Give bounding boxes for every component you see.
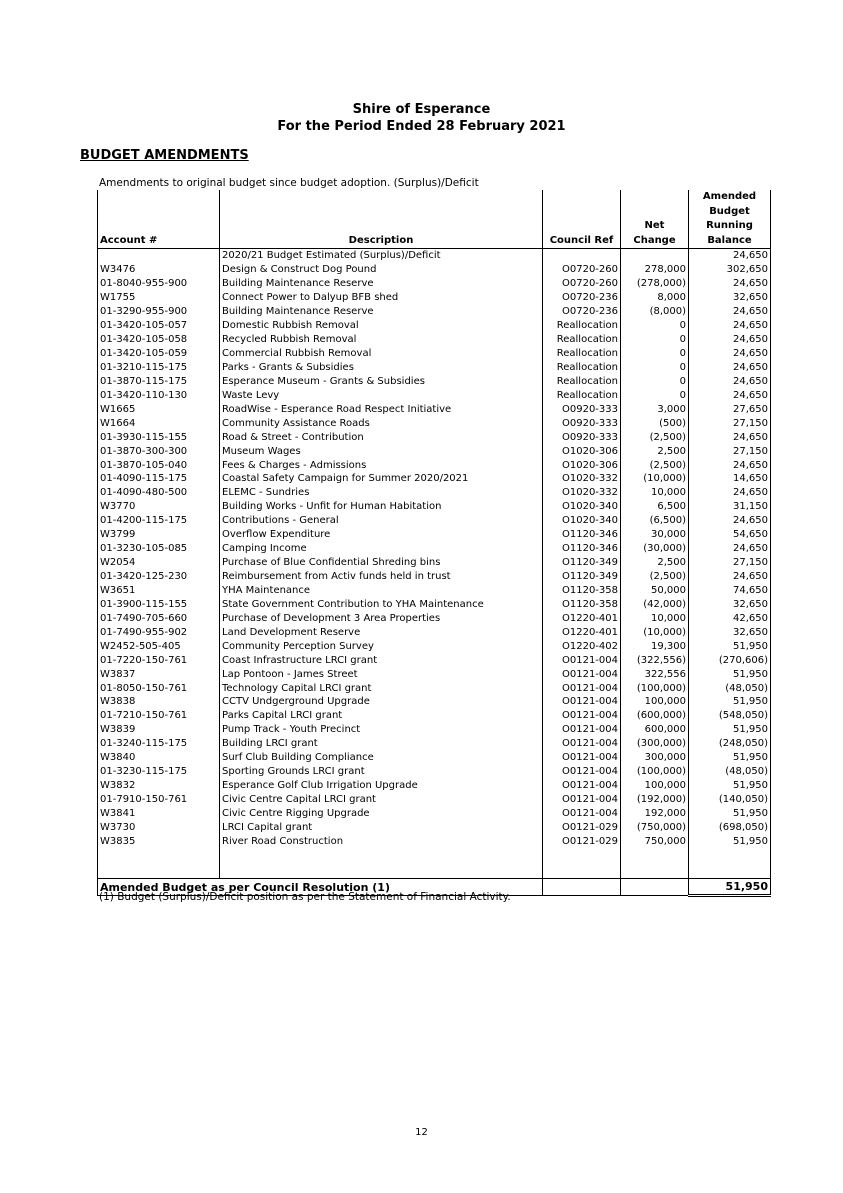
table-row [98,765,771,779]
table-row [98,611,771,625]
cell-running-balance: 24,650 [689,361,771,375]
table-row [98,625,771,639]
cell-council-ref: Reallocation [543,361,621,375]
table-row [98,737,771,751]
cell-net-change: (322,556) [621,653,689,667]
cell-description: Building LRCI grant [220,737,543,751]
cell-running-balance: 24,650 [689,514,771,528]
table-row [98,820,771,834]
cell-running-balance: 51,950 [689,779,771,793]
cell-council-ref: O0121-029 [543,820,621,834]
total-ref-cell [543,879,621,896]
table-row [98,834,771,848]
cell-account: W3837 [98,667,220,681]
cell-net-change: (2,500) [621,458,689,472]
spacer-cell [621,848,689,879]
cell-description: Community Assistance Roads [220,416,543,430]
opening-account [98,249,220,263]
cell-running-balance: 24,650 [689,319,771,333]
cell-account: 01-3870-115-175 [98,374,220,388]
table-row [98,305,771,319]
cell-council-ref: O0121-004 [543,779,621,793]
cell-account: W3835 [98,834,220,848]
cell-council-ref: O0920-333 [543,402,621,416]
cell-running-balance: 27,150 [689,416,771,430]
cell-running-balance: (248,050) [689,737,771,751]
cell-net-change: 30,000 [621,528,689,542]
cell-council-ref: O1220-401 [543,625,621,639]
cell-running-balance: 51,950 [689,834,771,848]
cell-account: 01-4200-115-175 [98,514,220,528]
cell-council-ref: O0121-004 [543,653,621,667]
table-row [98,723,771,737]
cell-net-change: (100,000) [621,765,689,779]
cell-net-change: (8,000) [621,305,689,319]
cell-net-change: 10,000 [621,486,689,500]
table-row [98,319,771,333]
cell-council-ref: Reallocation [543,333,621,347]
cell-net-change: 2,500 [621,444,689,458]
opening-balance: 24,650 [689,249,771,263]
cell-net-change: (30,000) [621,542,689,556]
cell-description: Recycled Rubbish Removal [220,333,543,347]
spacer-row [98,848,771,879]
cell-description: Land Development Reserve [220,625,543,639]
table-row [98,528,771,542]
cell-description: CCTV Undgerground Upgrade [220,695,543,709]
cell-net-change: 278,000 [621,263,689,277]
cell-council-ref: O0121-004 [543,737,621,751]
cell-running-balance: (698,050) [689,820,771,834]
cell-council-ref: O1120-358 [543,597,621,611]
cell-running-balance: (140,050) [689,793,771,807]
table-row [98,291,771,305]
table-row [98,570,771,584]
cell-net-change: 2,500 [621,556,689,570]
cell-running-balance: 32,650 [689,597,771,611]
cell-description: Community Perception Survey [220,639,543,653]
cell-council-ref: O1120-358 [543,584,621,598]
cell-account: 01-3420-125-230 [98,570,220,584]
cell-description: Building Works - Unfit for Human Habitation [220,500,543,514]
cell-running-balance: 32,650 [689,291,771,305]
cell-account: 01-3420-105-058 [98,333,220,347]
cell-running-balance: 31,150 [689,500,771,514]
total-change-cell [621,879,689,896]
cell-net-change: 300,000 [621,751,689,765]
cell-running-balance: 24,650 [689,388,771,402]
cell-council-ref: O1120-349 [543,556,621,570]
cell-net-change: 6,500 [621,500,689,514]
cell-running-balance: 51,950 [689,807,771,821]
cell-account: W3839 [98,723,220,737]
cell-description: Purchase of Development 3 Area Properties [220,611,543,625]
cell-description: Museum Wages [220,444,543,458]
table-row [98,486,771,500]
cell-council-ref: O0121-004 [543,695,621,709]
opening-row [98,249,771,263]
cell-description: Contributions - General [220,514,543,528]
cell-description: YHA Maintenance [220,584,543,598]
page-number: 12 [415,1127,428,1138]
cell-net-change: 50,000 [621,584,689,598]
cell-council-ref: O0121-004 [543,723,621,737]
table-row [98,584,771,598]
cell-running-balance: 51,950 [689,723,771,737]
cell-description: Overflow Expenditure [220,528,543,542]
cell-account: 01-3930-115-155 [98,430,220,444]
cell-account: 01-7910-150-761 [98,793,220,807]
footnote: (1) Budget (Surplus)/Deficit position as per the Statement of Financial Activity. [99,891,511,903]
cell-net-change: 10,000 [621,611,689,625]
cell-council-ref: O0121-004 [543,667,621,681]
cell-council-ref: O0720-236 [543,291,621,305]
cell-net-change: 8,000 [621,291,689,305]
opening-ref [543,249,621,263]
cell-description: Reimbursement from Activ funds held in trust [220,570,543,584]
cell-description: Esperance Golf Club Irrigation Upgrade [220,779,543,793]
table-row [98,667,771,681]
total-label: Amended Budget as per Council Resolution (1) [98,879,543,896]
table-row [98,416,771,430]
cell-council-ref: O1220-401 [543,611,621,625]
cell-council-ref: O0720-260 [543,263,621,277]
cell-account: 01-3230-105-085 [98,542,220,556]
cell-description: Fees & Charges - Admissions [220,458,543,472]
cell-account: 01-4090-115-175 [98,472,220,486]
cell-council-ref: Reallocation [543,374,621,388]
cell-description: Building Maintenance Reserve [220,277,543,291]
column-header-net-change: Net Change [621,190,689,249]
table-row [98,374,771,388]
cell-description: ELEMC - Sundries [220,486,543,500]
cell-council-ref: O0920-333 [543,416,621,430]
cell-council-ref: O1020-332 [543,486,621,500]
cell-net-change: 0 [621,333,689,347]
cell-council-ref: Reallocation [543,319,621,333]
cell-net-change: (10,000) [621,625,689,639]
table-row [98,430,771,444]
cell-net-change: (42,000) [621,597,689,611]
cell-description: Design & Construct Dog Pound [220,263,543,277]
cell-net-change: 322,556 [621,667,689,681]
cell-account: 01-7220-150-761 [98,653,220,667]
table-row [98,444,771,458]
cell-running-balance: 24,650 [689,277,771,291]
cell-account: W3799 [98,528,220,542]
cell-net-change: 0 [621,374,689,388]
cell-running-balance: 24,650 [689,486,771,500]
budget-amendments-table [97,190,771,897]
cell-account: W3476 [98,263,220,277]
cell-account: 01-3420-105-057 [98,319,220,333]
cell-description: RoadWise - Esperance Road Respect Initiative [220,402,543,416]
cell-description: Pump Track - Youth Precinct [220,723,543,737]
cell-account: 01-3290-955-900 [98,305,220,319]
cell-running-balance: 14,650 [689,472,771,486]
cell-account: 01-7490-705-660 [98,611,220,625]
cell-net-change: (10,000) [621,472,689,486]
cell-net-change: 19,300 [621,639,689,653]
cell-account: 01-3900-115-155 [98,597,220,611]
cell-description: Road & Street - Contribution [220,430,543,444]
cell-net-change: 100,000 [621,779,689,793]
table-row [98,500,771,514]
cell-running-balance: 27,650 [689,402,771,416]
opening-change [621,249,689,263]
cell-running-balance: 24,650 [689,570,771,584]
cell-description: LRCI Capital grant [220,820,543,834]
cell-account: W3730 [98,820,220,834]
cell-council-ref: O1120-346 [543,528,621,542]
cell-description: Parks - Grants & Subsidies [220,361,543,375]
table-row [98,347,771,361]
column-header-running-balance: Amended Budget Running Balance [689,190,771,249]
cell-net-change: (2,500) [621,430,689,444]
cell-net-change: (278,000) [621,277,689,291]
table-row [98,402,771,416]
cell-description: Sporting Grounds LRCI grant [220,765,543,779]
table-row [98,653,771,667]
cell-account: W3840 [98,751,220,765]
cell-running-balance: (48,050) [689,681,771,695]
cell-description: Technology Capital LRCI grant [220,681,543,695]
cell-description: Surf Club Building Compliance [220,751,543,765]
cell-council-ref: O0121-004 [543,681,621,695]
cell-account: 01-3210-115-175 [98,361,220,375]
spacer-cell [220,848,543,879]
cell-council-ref: O0720-236 [543,305,621,319]
cell-description: Parks Capital LRCI grant [220,709,543,723]
table-row [98,793,771,807]
cell-running-balance: 51,950 [689,639,771,653]
cell-account: W3832 [98,779,220,793]
cell-running-balance: 24,650 [689,305,771,319]
cell-net-change: (750,000) [621,820,689,834]
cell-running-balance: 51,950 [689,667,771,681]
cell-description: Lap Pontoon - James Street [220,667,543,681]
cell-account: 01-3420-105-059 [98,347,220,361]
table-row [98,263,771,277]
cell-running-balance: 32,650 [689,625,771,639]
cell-running-balance: 24,650 [689,347,771,361]
cell-account: W1755 [98,291,220,305]
cell-description: Civic Centre Rigging Upgrade [220,807,543,821]
cell-net-change: 192,000 [621,807,689,821]
cell-account: 01-3870-105-040 [98,458,220,472]
cell-account: 01-7490-955-902 [98,625,220,639]
cell-account: 01-8040-955-900 [98,277,220,291]
table-row [98,751,771,765]
cell-account: W2054 [98,556,220,570]
table-row [98,695,771,709]
cell-running-balance: (548,050) [689,709,771,723]
organization-title: Shire of Esperance [352,102,491,117]
cell-running-balance: 24,650 [689,374,771,388]
cell-account: 01-3230-115-175 [98,765,220,779]
cell-account: W3841 [98,807,220,821]
cell-running-balance: 42,650 [689,611,771,625]
cell-council-ref: O1120-346 [543,542,621,556]
cell-net-change: (2,500) [621,570,689,584]
cell-account: 01-3870-300-300 [98,444,220,458]
cell-running-balance: 27,150 [689,444,771,458]
cell-net-change: (100,000) [621,681,689,695]
cell-net-change: 600,000 [621,723,689,737]
cell-running-balance: 24,650 [689,430,771,444]
cell-council-ref: O0121-004 [543,765,621,779]
cell-account: W1664 [98,416,220,430]
cell-running-balance: 24,650 [689,333,771,347]
table-row [98,388,771,402]
cell-net-change: 0 [621,319,689,333]
cell-account: W3651 [98,584,220,598]
table-row [98,597,771,611]
cell-net-change: (192,000) [621,793,689,807]
cell-council-ref: Reallocation [543,388,621,402]
cell-description: Commercial Rubbish Removal [220,347,543,361]
section-heading: BUDGET AMENDMENTS [80,148,249,163]
table-row [98,807,771,821]
cell-running-balance: 51,950 [689,695,771,709]
cell-description: Coast Infrastructure LRCI grant [220,653,543,667]
cell-running-balance: 24,650 [689,542,771,556]
table-row [98,458,771,472]
cell-council-ref: O0720-260 [543,277,621,291]
cell-running-balance: 51,950 [689,751,771,765]
cell-running-balance: 74,650 [689,584,771,598]
cell-council-ref: O1020-340 [543,514,621,528]
intro-text: Amendments to original budget since budget adoption. (Surplus)/Deficit [99,177,479,189]
table-row [98,542,771,556]
total-value: 51,950 [689,879,771,896]
cell-council-ref: Reallocation [543,347,621,361]
cell-account: W3838 [98,695,220,709]
spacer-cell [689,848,771,879]
cell-council-ref: O1220-402 [543,639,621,653]
cell-council-ref: O1020-306 [543,444,621,458]
table-row [98,361,771,375]
cell-council-ref: O1020-340 [543,500,621,514]
cell-net-change: 0 [621,388,689,402]
table-row [98,333,771,347]
spacer-cell [543,848,621,879]
cell-description: Waste Levy [220,388,543,402]
cell-net-change: (300,000) [621,737,689,751]
cell-description: Camping Income [220,542,543,556]
cell-council-ref: O0121-004 [543,751,621,765]
cell-net-change: 0 [621,361,689,375]
cell-description: Connect Power to Dalyup BFB shed [220,291,543,305]
cell-net-change: 750,000 [621,834,689,848]
cell-description: Purchase of Blue Confidential Shreding bins [220,556,543,570]
spacer-cell [98,848,220,879]
column-header-account: Account # [98,190,220,249]
cell-net-change: 3,000 [621,402,689,416]
cell-net-change: (500) [621,416,689,430]
cell-net-change: 0 [621,347,689,361]
cell-account: 01-3420-110-130 [98,388,220,402]
table-row [98,779,771,793]
cell-council-ref: O1120-349 [543,570,621,584]
opening-description: 2020/21 Budget Estimated (Surplus)/Deficit [220,249,543,263]
cell-net-change: 100,000 [621,695,689,709]
cell-net-change: (600,000) [621,709,689,723]
table-row [98,639,771,653]
cell-account: 01-3240-115-175 [98,737,220,751]
table-header-row [98,190,771,249]
cell-description: Domestic Rubbish Removal [220,319,543,333]
period-subtitle: For the Period Ended 28 February 2021 [277,119,566,134]
column-header-description: Description [220,190,543,249]
cell-account: W2452-505-405 [98,639,220,653]
cell-council-ref: O0121-004 [543,709,621,723]
cell-account: W1665 [98,402,220,416]
cell-account: 01-7210-150-761 [98,709,220,723]
cell-council-ref: O0121-029 [543,834,621,848]
cell-description: Civic Centre Capital LRCI grant [220,793,543,807]
cell-description: State Government Contribution to YHA Maintenance [220,597,543,611]
cell-running-balance: (48,050) [689,765,771,779]
table-row [98,277,771,291]
table-row [98,709,771,723]
cell-description: Building Maintenance Reserve [220,305,543,319]
table-row [98,681,771,695]
cell-council-ref: O1020-306 [543,458,621,472]
cell-description: Coastal Safety Campaign for Summer 2020/2021 [220,472,543,486]
cell-council-ref: O0920-333 [543,430,621,444]
cell-description: Esperance Museum - Grants & Subsidies [220,374,543,388]
cell-running-balance: 27,150 [689,556,771,570]
table-row [98,556,771,570]
cell-running-balance: (270,606) [689,653,771,667]
cell-council-ref: O0121-004 [543,807,621,821]
table-row [98,472,771,486]
cell-running-balance: 302,650 [689,263,771,277]
cell-running-balance: 54,650 [689,528,771,542]
cell-running-balance: 24,650 [689,458,771,472]
table-row [98,514,771,528]
cell-net-change: (6,500) [621,514,689,528]
cell-account: W3770 [98,500,220,514]
cell-account: 01-4090-480-500 [98,486,220,500]
cell-council-ref: O0121-004 [543,793,621,807]
column-header-council-ref: Council Ref [543,190,621,249]
cell-description: River Road Construction [220,834,543,848]
cell-account: 01-8050-150-761 [98,681,220,695]
cell-council-ref: O1020-332 [543,472,621,486]
